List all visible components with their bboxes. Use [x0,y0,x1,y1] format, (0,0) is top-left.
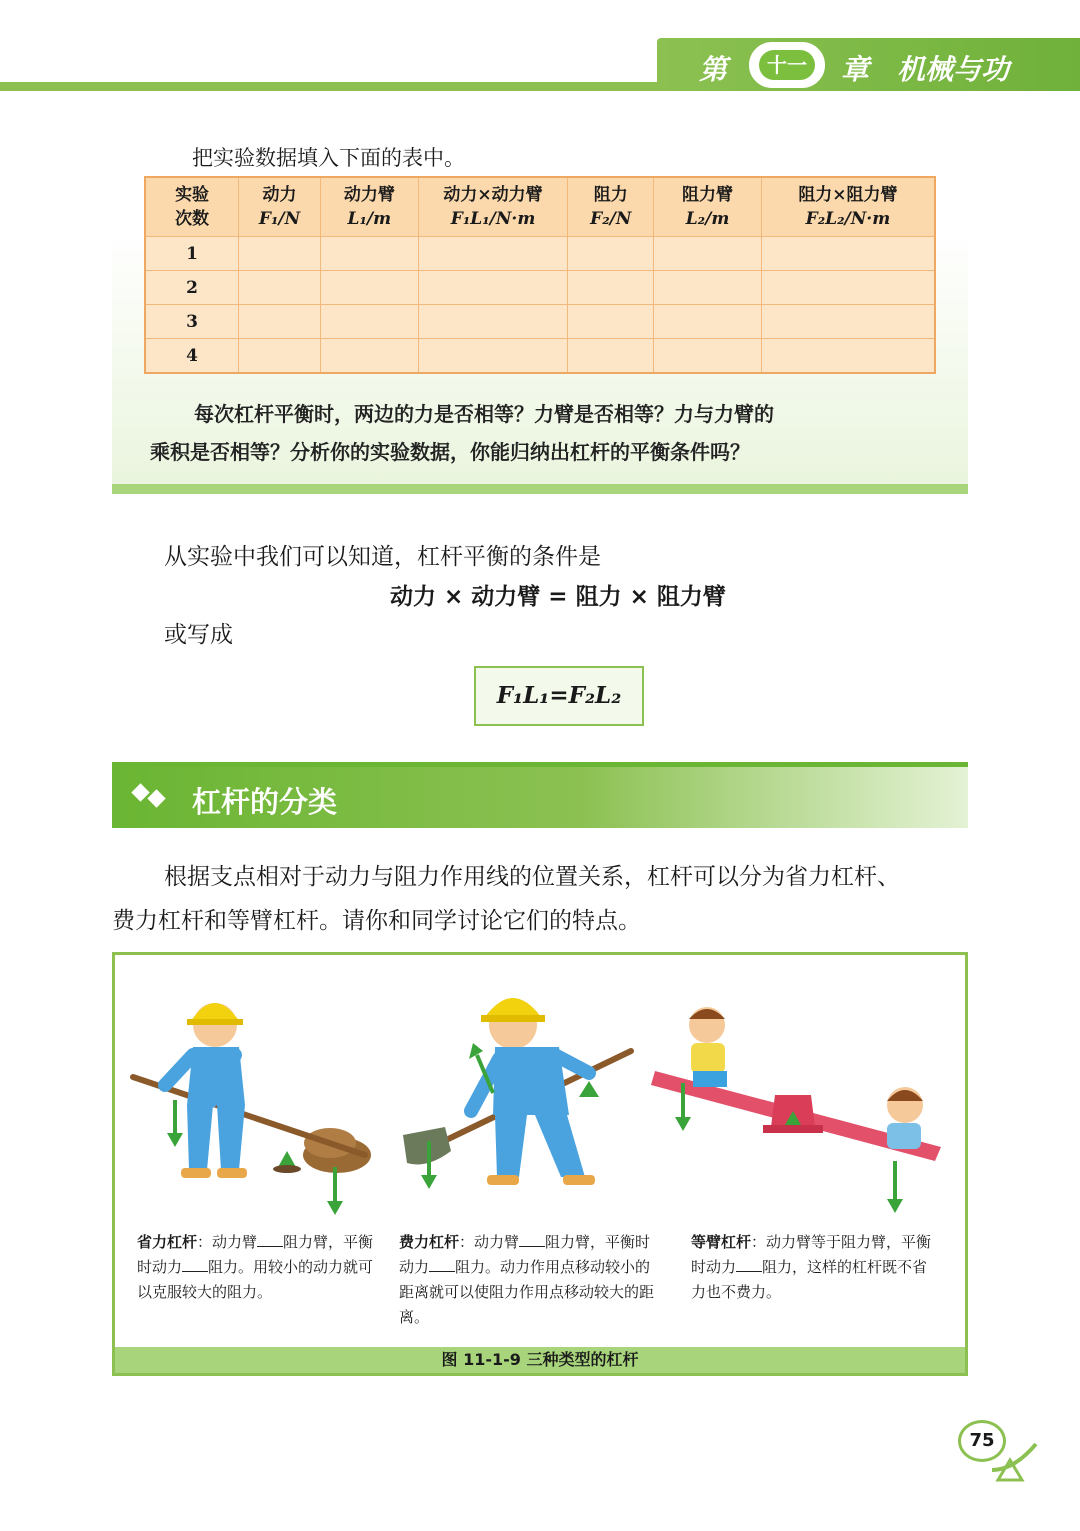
table-cell[interactable] [320,305,418,339]
distance-saving-lever-illustration [403,998,631,1189]
equal-arm-lever-illustration [651,1007,941,1213]
lever-illustrations [115,955,965,1225]
table-cell[interactable] [654,339,762,374]
experiment-data-table [144,176,936,374]
classification-paragraph [112,855,972,943]
table-cell[interactable] [654,271,762,305]
table-cell[interactable] [654,305,762,339]
balance-formula-box: F₁L₁=F₂L₂ [474,666,644,726]
answer-blank[interactable] [182,1257,208,1272]
table-cell[interactable] [320,339,418,374]
chapter-prefix: 第 [699,53,728,86]
balance-condition-words: 动力 × 动力臂 = 阻力 × 阻力臂 [390,584,726,610]
paragraph-line-1: 根据支点相对于动力与阻力作用线的位置关系，杠杆可以分为省力杠杆、 [164,864,900,890]
chapter-number-badge [749,42,825,88]
table-cell[interactable] [761,271,935,305]
table-header-cell: 阻力×阻力臂 F₂L₂/N·m [761,177,935,237]
table-cell[interactable] [654,237,762,271]
equal-arm-lever-description: 等臂杠杆：动力臂等于阻力臂，平衡时动力 阻力，这样的杠杆既不省力也不费力。 [691,1233,932,1301]
conclusion-lead: 从实验中我们可以知道，杠杆平衡的条件是 [164,544,601,570]
chapter-suffix: 章 [841,53,870,86]
table-cell[interactable] [568,339,654,374]
table-cell[interactable] [239,339,321,374]
figure-caption: 图 11-1-9 三种类型的杠杆 [115,1347,965,1373]
section-heading [112,762,968,828]
trial-number: 2 [145,271,239,305]
table-row [145,339,935,374]
table-cell[interactable] [761,237,935,271]
table-cell[interactable] [239,237,321,271]
trial-number: 3 [145,305,239,339]
answer-blank[interactable] [736,1257,762,1272]
force-saving-lever-illustration [133,1003,371,1215]
page-number: 75 [958,1420,1006,1462]
table-cell[interactable] [418,339,568,374]
answer-blank[interactable] [257,1232,283,1247]
force-saving-lever-description: 省力杠杆：动力臂 阻力臂，平衡时动力 阻力。用较小的动力就可以克服较大的阻力。 [137,1233,374,1301]
answer-blank[interactable] [519,1232,545,1247]
answer-blank[interactable] [429,1257,455,1272]
or-write-text: 或写成 [164,622,233,648]
table-cell[interactable] [568,271,654,305]
table-cell[interactable] [761,305,935,339]
table-header-cell: 实验 次数 [145,177,239,237]
table-row [145,237,935,271]
paragraph-line-2: 费力杠杆和等臂杠杆。请你和同学讨论它们的特点。 [112,908,641,934]
experiment-intro: 把实验数据填入下面的表中。 [192,146,465,170]
table-cell[interactable] [239,271,321,305]
table-cell[interactable] [568,237,654,271]
chapter-title: 机械与功 [897,53,1010,86]
distance-saving-lever-description: 费力杠杆：动力臂 阻力臂，平衡时动力 阻力。动力作用点移动较小的距离就可以使阻力作用点移动较大的距离。 [399,1233,655,1326]
trial-number: 1 [145,237,239,271]
question-line-2: 乘积是否相等？分析你的实验数据，你能归纳出杠杆的平衡条件吗？ [150,440,750,464]
table-header-cell: 阻力 F₂/N [568,177,654,237]
question-line-1: 每次杠杆平衡时，两边的力是否相等？力臂是否相等？力与力臂的 [194,402,774,426]
table-cell[interactable] [418,305,568,339]
page-number-swoosh-icon [990,1440,1040,1484]
table-header-cell: 阻力臂 L₂/m [654,177,762,237]
table-cell[interactable] [761,339,935,374]
table-row [145,305,935,339]
table-cell[interactable] [418,237,568,271]
section-title: 杠杆的分类 [192,785,338,819]
table-header-row [145,177,935,237]
lever-types-figure [112,952,968,1376]
table-row [145,271,935,305]
table-header-cell: 动力×动力臂 F₁L₁/N·m [418,177,568,237]
table-cell[interactable] [418,271,568,305]
section-heading-topline [112,762,968,767]
chapter-number: 十一 [759,50,815,80]
table-cell[interactable] [239,305,321,339]
table-cell[interactable] [320,271,418,305]
table-header-cell: 动力 F₁/N [239,177,321,237]
experiment-box-bottom-bar [112,484,968,494]
table-cell[interactable] [568,305,654,339]
chapter-header [657,38,1080,91]
experiment-question [150,395,940,471]
trial-number: 4 [145,339,239,374]
table-header-cell: 动力臂 L₁/m [320,177,418,237]
table-cell[interactable] [320,237,418,271]
